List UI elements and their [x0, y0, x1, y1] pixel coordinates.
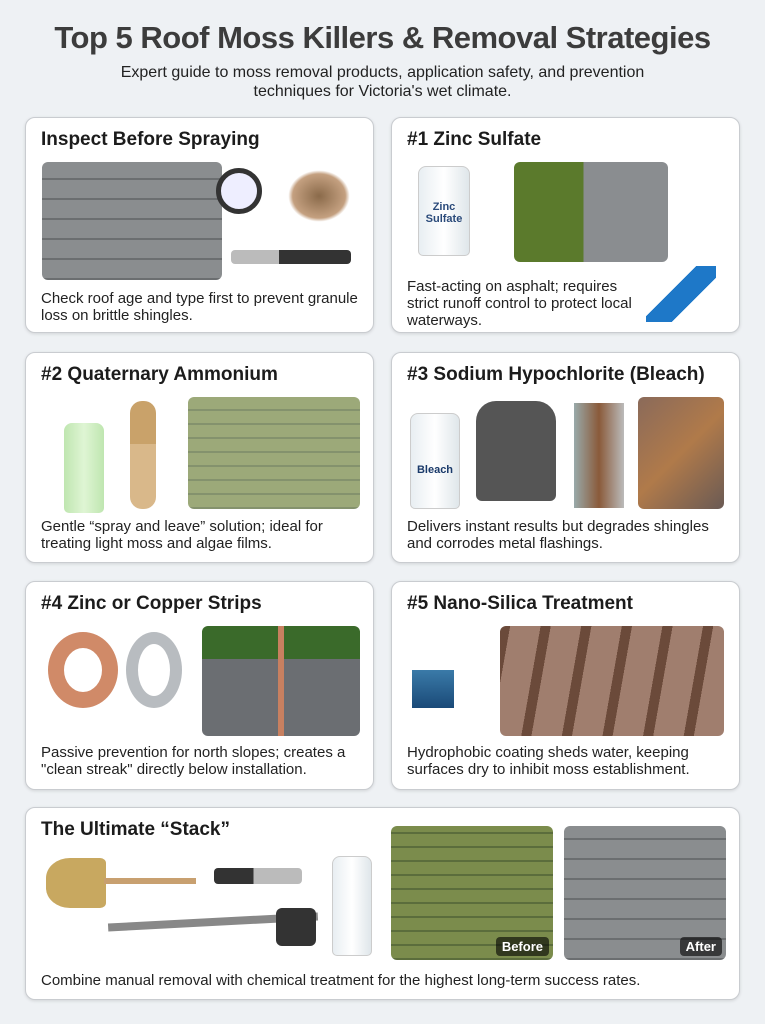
card-text: Passive prevention for north slopes; creates a "clean streak" directly below installation. [41, 744, 346, 778]
card-title: The Ultimate “Stack” [41, 819, 230, 840]
broom-handle [104, 878, 196, 884]
card-inspect [25, 117, 374, 333]
clay-tile-roof-photo [500, 626, 724, 736]
nano-silica-bottle [412, 642, 454, 736]
copper-coil-image [48, 632, 118, 708]
runoff-fish-icon [646, 266, 716, 322]
corroded-flashing-image [574, 403, 624, 508]
zinc-coil-image [126, 632, 182, 708]
broom-head [46, 858, 106, 908]
algae-roof-photo [188, 397, 360, 509]
card-zinc-sulfate [391, 117, 740, 333]
card-text: Check roof age and type first to prevent granule loss on brittle shingles. [41, 290, 358, 324]
card-text: Combine manual removal with chemical treatment for the highest long-term success rates. [41, 972, 641, 989]
card-zinc-copper-strips [25, 581, 374, 790]
gloves-image [476, 401, 556, 501]
before-photo [391, 826, 553, 960]
card-quaternary-ammonium [25, 352, 374, 563]
damaged-shingles-photo [638, 397, 724, 509]
card-title: #1 Zinc Sulfate [407, 129, 542, 150]
card-text: Fast-acting on asphalt; requires strict runoff control to protect local waterways. [407, 278, 632, 329]
after-photo [564, 826, 726, 960]
card-title: #3 Sodium Hypochlorite (Bleach) [407, 364, 705, 385]
card-title: #2 Quaternary Ammonium [41, 364, 278, 385]
page-subtitle: Expert guide to moss removal products, application safety, and prevention techniques for Victoria's wet climate. [120, 64, 645, 100]
roof-strip-photo [202, 626, 360, 736]
card-text: Hydrophobic coating sheds water, keeping surfaces dry to inhibit moss establishment. [407, 744, 690, 778]
after-label: After [680, 937, 722, 956]
card-nano-silica [391, 581, 740, 790]
spray-bottle [64, 423, 104, 513]
card-title: Inspect Before Spraying [41, 129, 260, 150]
spray-gun [276, 908, 316, 946]
scraper-icon [214, 868, 302, 884]
card-title: #5 Nano-Silica Treatment [407, 593, 633, 614]
zinc-sulfate-container: Zinc Sulfate [418, 166, 470, 256]
card-text: Gentle “spray and leave” solution; ideal for treating light moss and algae films. [41, 518, 323, 552]
brush-icon [130, 401, 156, 509]
card-text: Delivers instant results but degrades shingles and corrodes metal flashings. [407, 518, 709, 552]
card-title: #4 Zinc or Copper Strips [41, 593, 262, 614]
card-ultimate-stack [25, 807, 740, 1000]
scraper-icon [231, 250, 351, 264]
page-title: Top 5 Roof Moss Killers & Removal Strategies [54, 20, 711, 55]
moss-roof-photo [514, 162, 668, 262]
magnifier-icon [216, 168, 262, 214]
before-label: Before [496, 937, 549, 956]
granules-image [288, 170, 350, 222]
card-bleach [391, 352, 740, 563]
treatment-bottle [332, 856, 372, 956]
shingle-photo [42, 162, 222, 280]
bleach-bottle: Bleach [410, 413, 460, 509]
